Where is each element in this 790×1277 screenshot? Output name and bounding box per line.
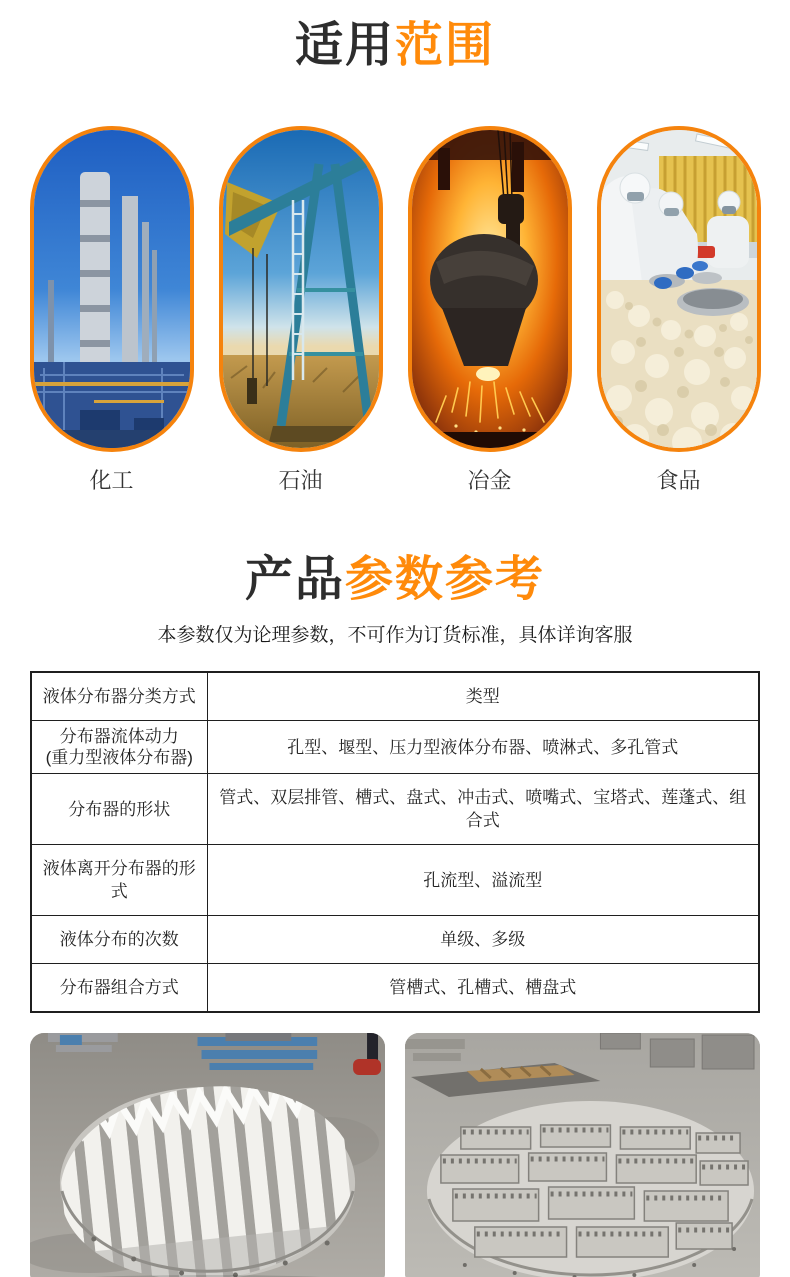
parameters-section (0, 550, 790, 1013)
table-row (31, 916, 759, 964)
param-name-line2: (重力型液体分布器) (45, 748, 193, 767)
param-name-cell: 分布器组合方式 (31, 964, 207, 1013)
food-processing-photo (597, 126, 761, 452)
param-value-cell: 类型 (207, 672, 759, 721)
application-title (0, 0, 790, 76)
trough-distributor-photo (405, 1033, 760, 1277)
application-capsule-row (0, 126, 790, 494)
param-value-cell: 孔流型、溢流型 (207, 845, 759, 916)
param-value-cell: 管槽式、孔槽式、槽盘式 (207, 964, 759, 1013)
param-name-line1: 分布器流体动力 (59, 727, 179, 746)
application-label-metallurgy: 冶金 (467, 468, 512, 493)
chevron-plate-distributor-photo (30, 1033, 385, 1277)
application-label-food: 食品 (656, 468, 701, 493)
parameters-title (0, 550, 790, 610)
application-title-orange: 范围 (395, 19, 496, 72)
param-value-cell: 单级、多级 (207, 916, 759, 964)
gallery-section (0, 1033, 790, 1277)
table-row (31, 774, 759, 845)
application-label-chemical: 化工 (89, 468, 134, 493)
parameters-title-dark: 产品 (244, 553, 345, 606)
application-section (0, 0, 790, 494)
param-name-cell (31, 721, 207, 774)
capsule-item-chemical (30, 126, 194, 494)
param-value-cell: 孔型、堰型、压力型液体分布器、喷淋式、多孔管式 (207, 721, 759, 774)
table-row (31, 845, 759, 916)
metallurgy-ladle-photo (408, 126, 572, 452)
table-row (31, 721, 759, 774)
table-row (31, 964, 759, 1013)
application-label-oil: 石油 (278, 468, 323, 493)
application-title-dark: 适用 (294, 19, 395, 72)
param-name-cell: 分布器的形状 (31, 774, 207, 845)
param-value-cell: 管式、双层排管、槽式、盘式、冲击式、喷嘴式、宝塔式、莲蓬式、组合式 (207, 774, 759, 845)
chemical-plant-photo (30, 126, 194, 452)
oil-pumpjack-photo (219, 126, 383, 452)
table-row (31, 672, 759, 721)
parameters-subtitle: 本参数仅为论理参数，不可作为订货标准，具体详询客服 (157, 625, 633, 646)
param-name-cell: 液体分布器分类方式 (31, 672, 207, 721)
param-name-cell: 液体分布的次数 (31, 916, 207, 964)
parameters-table (30, 671, 760, 1013)
capsule-item-food (597, 126, 761, 494)
param-name-cell: 液体离开分布器的形式 (31, 845, 207, 916)
parameters-title-orange: 参数参考 (345, 553, 546, 606)
capsule-item-oil (219, 126, 383, 494)
capsule-item-metallurgy (408, 126, 572, 494)
